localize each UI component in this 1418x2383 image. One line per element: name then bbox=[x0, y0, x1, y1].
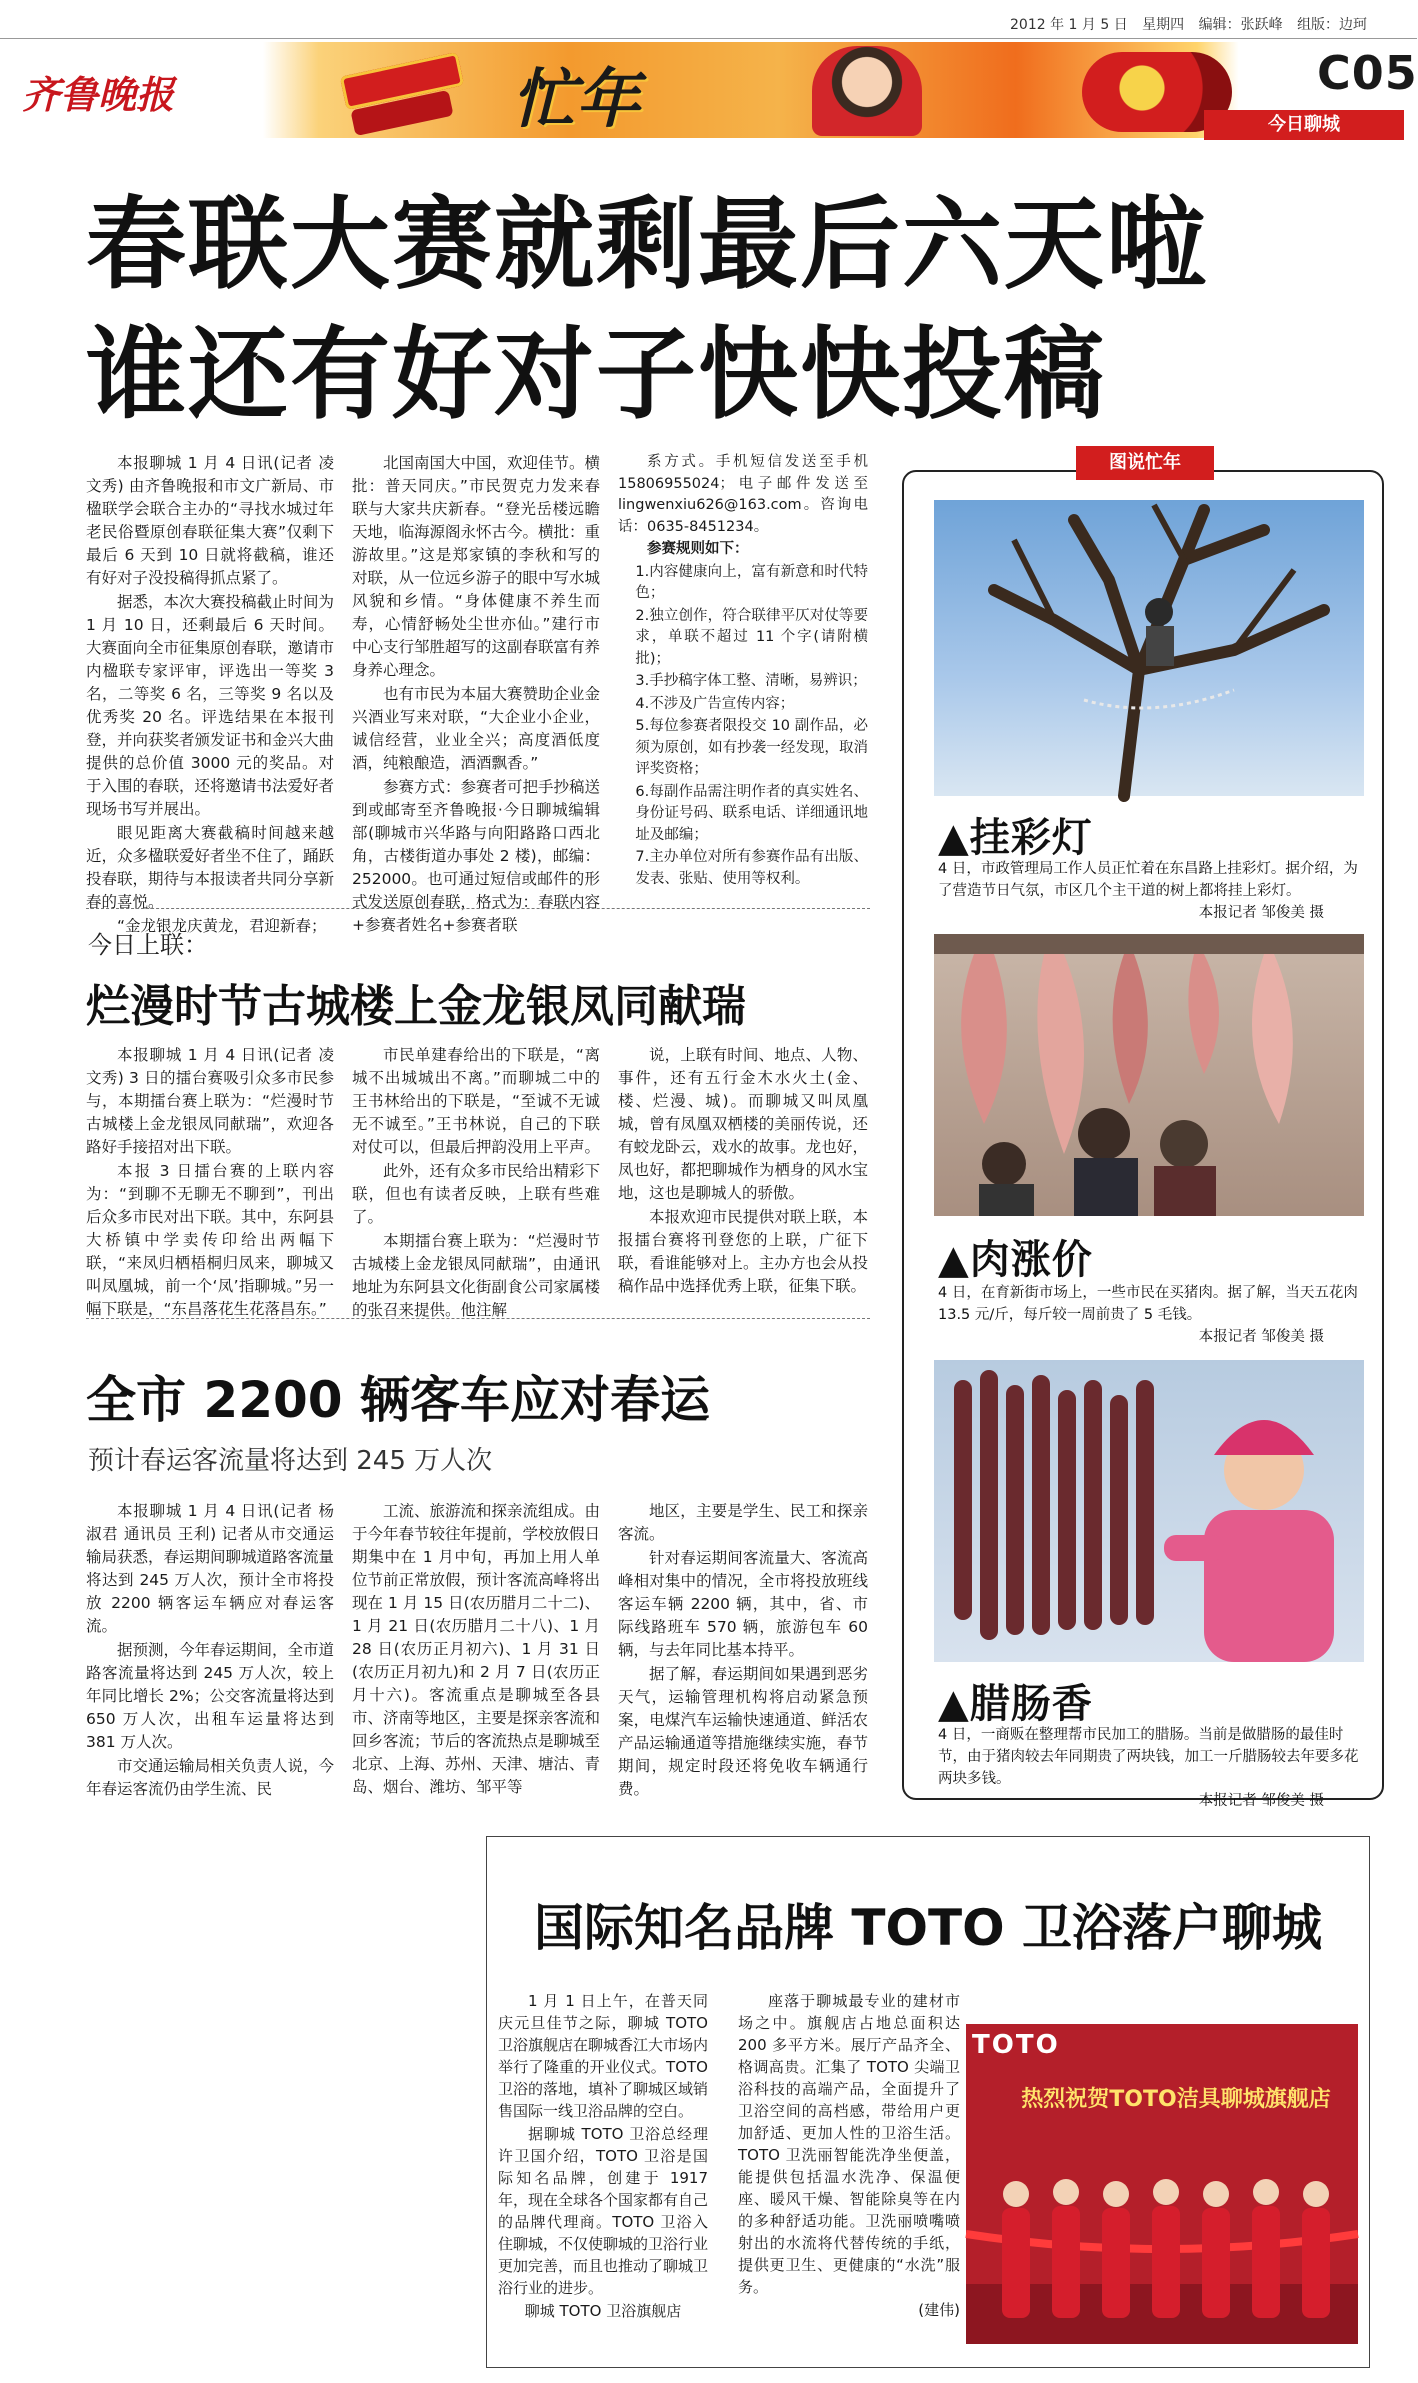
photo-column-tag: 图说忙年 bbox=[1076, 446, 1214, 480]
caption-text: 4 日，在育新街市场上，一些市民在买猪肉。据了解，当天五花肉 13.5 元/斤，每斤较一周前贵了 5 毛钱。 bbox=[938, 1285, 1358, 1323]
paragraph: 本报聊城 1 月 4 日讯(记者 凌文秀) 由齐鲁晚报和市文广新局、市楹联学会联合主办的“寻找水城过年老民俗暨原创春联征集大赛”仅剩下最后 6 天到 10 日就将截稿，谁还有好对子没投稿得抓点紧了。 bbox=[86, 454, 334, 587]
paragraph: 也有市民为本届大赛赞助企业金兴酒业写来对联，“大企业小企业，诚信经营，业业全兴；高度酒低度酒，纯粮酿造，酒酒飘香。” bbox=[352, 685, 601, 772]
weekday: 星期四 bbox=[1142, 17, 1185, 33]
layout-editor: 组版：边珂 bbox=[1297, 17, 1368, 33]
photo-credit: 本报记者 邹俊美 摄 bbox=[1198, 1793, 1324, 1809]
caption-text: 4 日，一商贩在整理帮市民加工的腊肠。当前是做腊肠的最佳时节，由于猪肉较去年同期贵了两块钱，加工一斤腊肠较去年要多花两块多钱。 bbox=[938, 1727, 1359, 1787]
paragraph: 北国南国大中国，欢迎佳节。横批：普天同庆。”市民贺克力发来春联与大家共庆新春。“登光岳楼远瞻天地，临海源阁永怀古今。横批：重游故里。”这是郑家镇的李秋和写的对联，从一位远乡游子的眼中写水城风貌和乡情。“身体健康不养生而寿，心情舒畅处尘世亦仙。”建行市中心支行邹胜超写的这副春联富有养身养心理念。 bbox=[352, 454, 601, 679]
paragraph: 地区，主要是学生、民工和探亲客流。 bbox=[618, 1502, 868, 1543]
tree-illustration bbox=[934, 500, 1364, 796]
advert-signature: 聊城 TOTO 卫浴旗舰店 bbox=[524, 2302, 682, 2320]
photo-title: ▲挂彩灯 bbox=[938, 815, 1093, 861]
paragraph: 系方式。手机短信发送至手机 15806955024；电子邮件发送至 lingwenxiu626@163.com。咨询电话：0635-8451234。 bbox=[618, 454, 868, 535]
couplet-column-1 bbox=[86, 1044, 335, 1318]
paragraph: 1 月 1 日上午，在普天同庆元旦佳节之际，聊城 TOTO 卫浴旗舰店在聊城香江大市场内举行了隆重的开业仪式。TOTO 卫浴的落地，填补了聊城区域销售国际一线卫浴品牌的空白。 bbox=[498, 1992, 709, 2120]
advert-column-2 bbox=[738, 1990, 960, 2362]
lead-headline-line2: 谁还有好对子快快投稿 bbox=[86, 316, 1106, 433]
opening-banner-text: 热烈祝贺TOTO洁具聊城旗舰店 bbox=[1021, 2087, 1331, 2112]
rule-item: 3.手抄稿字体工整、清晰，易辨识； bbox=[635, 673, 867, 689]
rule-item: 1.内容健康向上，富有新意和时代特色； bbox=[635, 563, 868, 601]
paragraph: 本期擂台赛上联为：“烂漫时节古城楼上金龙银凤同献瑞”，由通讯地址为东阿县文化街副食公司家属楼的张召来提供。他注解 bbox=[352, 1232, 601, 1319]
paper-logo: 齐鲁晚报 bbox=[22, 72, 175, 117]
paragraph: “金龙银龙庆黄龙，君迎新春； bbox=[117, 917, 327, 935]
transport-subhead: 预计春运客流量将达到 245 万人次 bbox=[88, 1446, 493, 1476]
paragraph: 据了解，春运期间如果遇到恶劣天气，运输管理机构将启动紧急预案，电煤汽车运输快速通道、鲜活农产品运输通道等措施继续实施，春节期间，规定时段还将免收车辆通行费。 bbox=[618, 1665, 868, 1798]
paragraph: 本报聊城 1 月 4 日讯(记者 杨淑君 通讯员 王利) 记者从市交通运输局获悉，春运期间聊城道路客流量将达到 245 万人次，预计全市将投放 2200 辆客运车辆应对春运客流。 bbox=[86, 1502, 335, 1635]
paragraph: 据聊城 TOTO 卫浴总经理许卫国介绍，TOTO 卫浴是国际知名品牌，创建于 1917 年，现在全球各个国家都有自己的品牌代理商。TOTO 卫浴入住聊城，不仅使聊城的卫浴行业更加完善，而且也推动了聊城卫浴行业的进步。 bbox=[498, 2125, 709, 2297]
couplet-column-3 bbox=[618, 1044, 868, 1304]
photo-caption bbox=[938, 1724, 1364, 1812]
transport-column-3 bbox=[618, 1500, 868, 1798]
child-portrait bbox=[812, 46, 922, 136]
paragraph: 据预测，今年春运期间，全市道路客流量将达到 245 万人次，较上年同比增长 2%；公交客流量将达到 650 万人次，出租车运量将达到 381 万人次。 bbox=[86, 1641, 335, 1751]
rules-title: 参赛规则如下： bbox=[647, 541, 749, 557]
paragraph: 此外，还有众多市民给出精彩下联，但也有读者反映，上联有些难了。 bbox=[352, 1162, 601, 1226]
rule-item: 7.主办单位对所有参赛作品有出版、发表、张贴、使用等权利。 bbox=[635, 849, 868, 887]
paragraph: 工流、旅游流和探亲流组成。由于今年春节较往年提前，学校放假日期集中在 1 月中旬，再加上用人单位节前正常放假，预计客流高峰将出现在 1 月 15 日(农历腊月二十二)、1 月 21 日(农历腊月二十八)、1 月 28 日(农历正月初六)、1 月 31 日(农历正月初九)和 2 月 7 日(农历正月十六)。客流重点是聊城至各县市、济南等地区，主要是探亲客流和回乡客流；节后的客流热点是聊城至北京、上海、苏州、天津、塘沽、青岛、烟台、潍坊、邹平等 bbox=[352, 1502, 601, 1796]
advert-byline: (建伟) bbox=[918, 2301, 960, 2319]
caption-text: 4 日，市政管理局工作人员正忙着在东昌路上挂彩灯。据介绍，为了营造节日气氛，市区几个主干道的树上都将挂上彩灯。 bbox=[938, 861, 1358, 899]
banner bbox=[12, 42, 1418, 138]
editor: 编辑：张跃峰 bbox=[1198, 17, 1283, 33]
paragraph: 本报 3 日擂台赛的上联内容为：“到聊不无聊无不聊到”，刊出后众多市民对出下联。其中，东阿县大桥镇中学卖传印给出两幅下联，“来凤归栖梧桐归凤来，聊城又叫凤凰城，前一个‘凤’指聊城。”另一幅下联是，“东昌落花生花落昌东。” bbox=[86, 1162, 335, 1318]
rule-item: 4.不涉及广告宣传内容； bbox=[635, 695, 795, 712]
paragraph: 市民单建春给出的下联是，“离城不出城城出不离。”而聊城二中的王书林给出的下联是，“至诚不无诚无不诚至。”王书林说，自己的下联对仗可以，但最后押韵没用上平声。 bbox=[352, 1046, 601, 1156]
paragraph: 本报聊城 1 月 4 日讯(记者 凌文秀) 3 日的擂台赛吸引众多市民参与，本期擂台赛上联为：“烂漫时节古城楼上金龙银凤同献瑞”，欢迎各路好手接招对出下联。 bbox=[86, 1046, 334, 1156]
paragraph: 针对春运期间客流量大、客流高峰相对集中的情况，全市将投放班线客运车辆 2200 辆，其中，省、市际线路班车 570 辆，旅游包车 60 辆，与去年同比基本持平。 bbox=[618, 1549, 868, 1659]
advert-column-1 bbox=[498, 1990, 708, 2362]
transport-headline: 全市 2200 辆客车应对春运 bbox=[86, 1371, 710, 1429]
section-tag: 今日聊城 bbox=[1204, 110, 1404, 140]
paragraph: 座落于聊城最专业的建材市场之中。旗舰店占地总面积达 200 多平方米。展厅产品齐全、格调高贵。汇集了 TOTO 尖端卫浴科技的高端产品，全面提升了卫浴空间的高档感，带给用户更加舒适、更加人性的卫浴生活。TOTO 卫洗丽智能洗净坐便盖，能提供包括温水洗净、保温便座、暖风干燥、智能除臭等在内的多种舒适功能。卫洗丽喷嘴喷射出的水流将代替传统的手纸，提供更卫生、更健康的“水洗”服务。 bbox=[738, 1992, 960, 2296]
couplet-kicker: 今日上联： bbox=[88, 931, 208, 959]
photo-caption bbox=[938, 858, 1364, 924]
paragraph: 本报欢迎市民提供对联上联，本报擂台赛将刊登您的上联，广征下联，看谁能够对上。主办方也会从投稿作品中选择优秀上联，征集下联。 bbox=[618, 1208, 868, 1295]
date: 2012 年 1 月 5 日 bbox=[1010, 17, 1128, 33]
transport-column-1 bbox=[86, 1500, 335, 1798]
paragraph: 眼见距离大赛截稿时间越来越近，众多楹联爱好者坐不住了，踊跃投春联，期待与本报读者共同分享新春的喜悦。 bbox=[86, 824, 335, 911]
toto-logo: TOTO bbox=[972, 2030, 1060, 2060]
paragraph: 市交通运输局相关负责人说，今年春运客流仍由学生流、民 bbox=[86, 1757, 335, 1798]
rule-item: 6.每副作品需注明作者的真实姓名、身份证号码、联系电话、详细通讯地址及邮编； bbox=[635, 783, 868, 843]
lead-column-1 bbox=[86, 452, 335, 935]
lead-column-2 bbox=[352, 452, 601, 934]
lead-headline-line1: 春联大赛就剩最后六天啦 bbox=[86, 186, 1208, 303]
photo-hanging-lights bbox=[934, 500, 1364, 796]
paragraph: 据悉，本次大赛投稿截止时间为 1 月 10 日，还剩最后 6 天时间。大赛面向全市征集原创春联，邀请市内楹联专家评审，评选出一等奖 3 名，二等奖 6 名，三等奖 9 名以及优秀奖 20 名。评选结果在本报刊登，并向获奖者颁发证书和金兴大曲提供的总价值 3000 元的奖品。对于入围的春联，还将邀请书法爱好者现场书写并展出。 bbox=[86, 593, 335, 818]
photo-title: ▲腊肠香 bbox=[938, 1681, 1093, 1727]
sausage-stall-illustration bbox=[934, 1360, 1364, 1662]
rule-item: 2.独立创作，符合联律平仄对仗等要求，单联不超过 11 个字(请附横批)； bbox=[635, 607, 868, 667]
section-banner-title: 忙年 bbox=[512, 62, 640, 137]
photo-credit: 本报记者 邹俊美 摄 bbox=[1198, 1329, 1324, 1345]
advert-headline: 国际知名品牌 TOTO 卫浴落户聊城 bbox=[533, 1899, 1323, 1957]
transport-column-2 bbox=[352, 1500, 601, 1796]
photo-caption bbox=[938, 1282, 1364, 1348]
paragraph: 参赛方式：参赛者可把手抄稿送到或邮寄至齐鲁晚报·今日聊城编辑部(聊城市兴华路与向阳路路口西北角，古楼街道办事处 2 楼)，邮编：252000。也可通过短信或邮件的形式发送原创春联，格式为：春联内容+参赛者姓名+参赛者联 bbox=[352, 778, 601, 934]
masthead-dateline bbox=[1010, 14, 1367, 34]
lead-column-3 bbox=[618, 452, 868, 894]
photo-title: ▲肉涨价 bbox=[938, 1237, 1093, 1283]
photo-sausages bbox=[934, 1360, 1364, 1662]
rule-item: 5.每位参赛者限投交 10 副作品，必须为原创，如有抄袭一经发现，取消评奖资格； bbox=[635, 718, 868, 777]
paragraph: 说，上联有时间、地点、人物、事件，还有五行金木水火土(金、楼、烂漫、城)。而聊城又叫凤凰城，曾有凤凰双栖楼的美丽传说，还有蛟龙卧云，戏水的故事。龙也好，凤也好，都把聊城作为栖身的风水宝地，这也是聊城人的骄傲。 bbox=[618, 1046, 868, 1202]
photo-meat-market bbox=[934, 934, 1364, 1216]
page-code: C05 bbox=[1317, 46, 1418, 100]
photo-toto-opening bbox=[966, 2024, 1358, 2344]
meat-stall-illustration bbox=[934, 934, 1364, 1216]
photo-credit: 本报记者 邹俊美 摄 bbox=[1198, 905, 1324, 921]
couplet-column-2 bbox=[352, 1044, 601, 1319]
ribbon-cutting-illustration bbox=[966, 2114, 1358, 2344]
couplet-headline: 烂漫时节古城楼上金龙银凤同献瑞 bbox=[86, 981, 746, 1032]
